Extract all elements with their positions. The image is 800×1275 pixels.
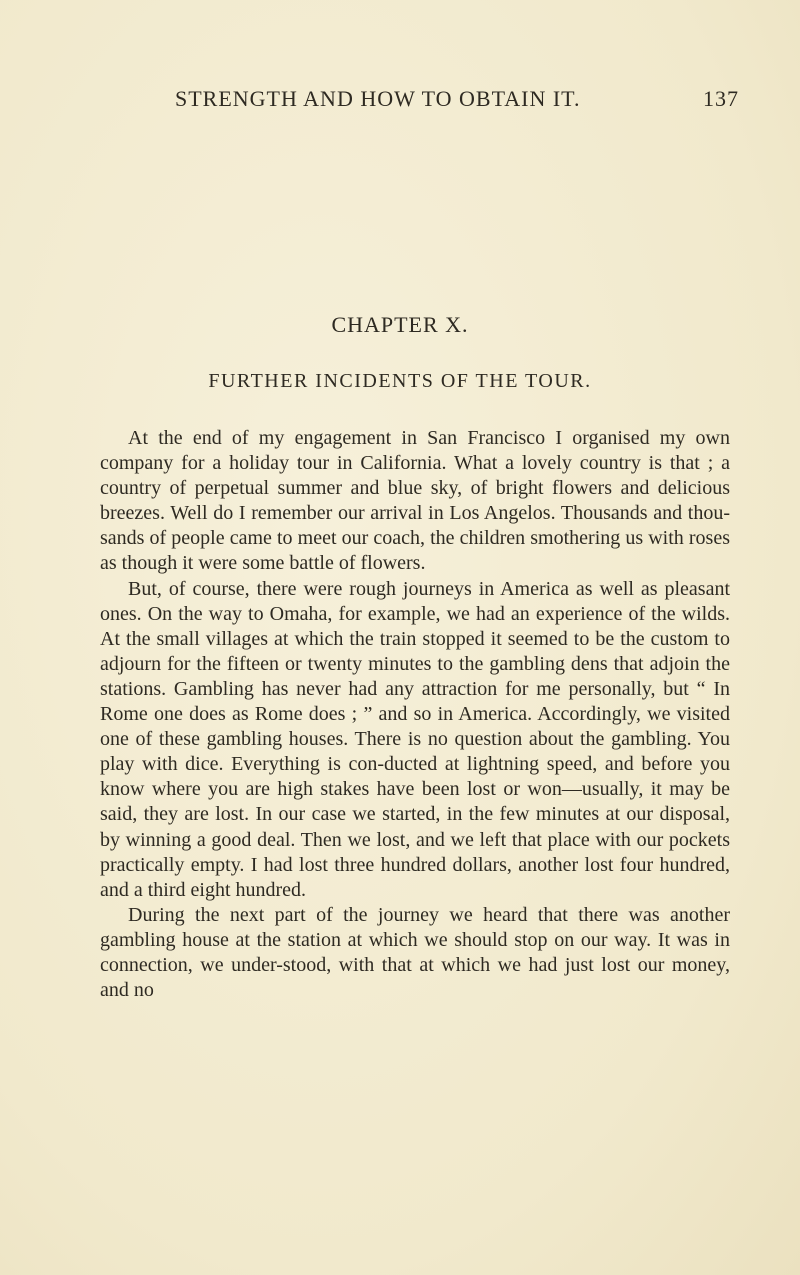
body-text [100,426,730,1003]
chapter-title: FURTHER INCIDENTS OF THE TOUR. [208,370,592,392]
paragraph: At the end of my engagement in San Francisco I organised my own company for a holiday tour in California. What a lovely country is that ; a country of perpetual summer and blue sky, of bright flowers and delicious breezes. Well do I remember our arrival in Los Angelos. Thousands and thou-sands of people came to meet our coach, the children smothering us with roses as though it were some battle of flowers. [100,427,730,575]
paragraph: But, of course, there were rough journeys in America as well as pleasant ones. On the way to Omaha, for example, we had an experience of the wilds. At the small villages at which the train stopped it seemed to be the custom to adjourn for the fifteen or twenty minutes to the gambling dens that adjoin the stations. Gambling has never had any attraction for me personally, but “ In Rome one does as Rome does ; ” and so in America. Accordingly, we visited one of these gambling houses. There is no question about the gambling. You play with dice. Everything is con-ducted at lightning speed, and before you know where you are high stakes have been lost or won—usually, it may be said, they are lost. In our case we started, in the few minutes at our disposal, by winning a good deal. Then we lost, and we left that place with our pockets practically empty. I had lost three hundred dollars, another lost four hundred, and a third eight hundred. [100,577,730,901]
chapter-number: CHAPTER X. [331,312,469,337]
page-number: 137 [703,86,739,111]
paragraph: During the next part of the journey we heard that there was another gambling house at the station at which we should stop on our way. It was in connection, we under-stood, with that at which we had just lost our money, and no [100,903,730,1002]
running-title: STRENGTH AND HOW TO OBTAIN IT. [175,86,581,111]
running-head [0,86,800,118]
